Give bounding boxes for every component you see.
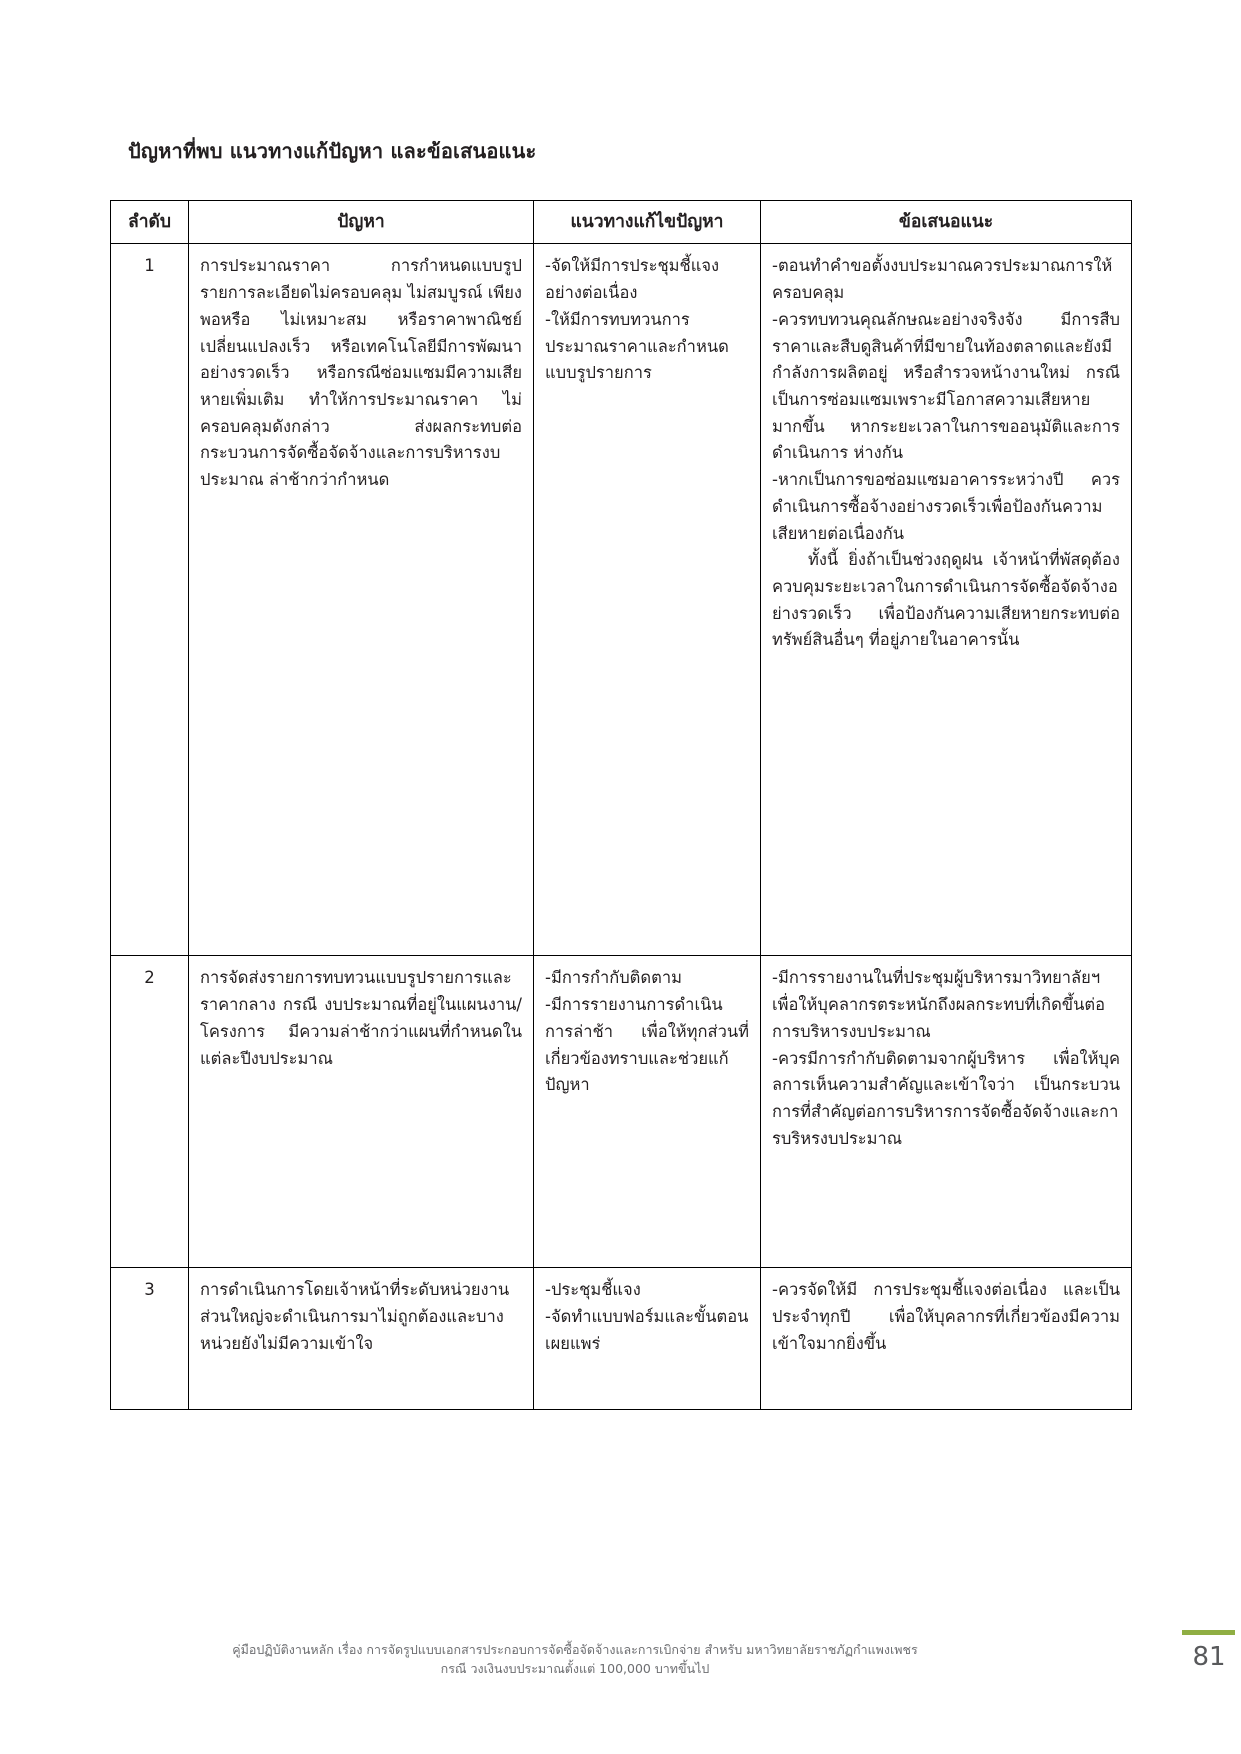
row-number: 1: [111, 244, 189, 956]
page-number: 81: [1192, 1642, 1226, 1672]
problems-solutions-table: [110, 200, 1132, 1410]
row-problem: การดำเนินการโดยเจ้าหน้าที่ระดับหน่วยงานส่วนใหญ่จะดำเนินการมาไม่ถูกต้องและบางหน่วยยังไม่มีความเข้าใจ: [189, 1268, 534, 1410]
table-row: [111, 956, 1132, 1268]
column-header-no: ลำดับ: [111, 201, 189, 244]
row-number: 3: [111, 1268, 189, 1410]
table-row: [111, 244, 1132, 956]
table-header-row: [111, 201, 1132, 244]
page-footer: [0, 1630, 1241, 1710]
footer-text: [0, 1640, 1150, 1679]
row-solution: -ประชุมชี้แจง -จัดทำแบบฟอร์มและขั้นตอนเผยแพร่: [534, 1268, 761, 1410]
row-recommendation: -ตอนทำคำขอตั้งงบประมาณควรประมาณการให้ครอบคลุม -ควรทบทวนคุณลักษณะอย่างจริงจัง มีการสืบราคาและสืบดูสินค้าที่มีขายในท้องตลาดและยังมีกำลังการผลิตอยู่ หรือสำรวจหน้างานใหม่ กรณีเป็นการซ่อมแซมเพราะมีโอกาสความเสียหายมากขึ้น หากระยะเวลาในการขออนุมัติและการดำเนินการ ห่างกัน -หากเป็นการขอซ่อมแซมอาคารระหว่างปี ควรดำเนินการซื้อจ้างอย่างรวดเร็วเพื่อป้องกันความเสียหายต่อเนื่องกัน ทั้งนี้ ยิ่งถ้าเป็นช่วงฤดูฝน เจ้าหน้าที่พัสดุต้องควบคุมระยะเวลาในการดำเนินการจัดซื้อจัดจ้างอย่างรวดเร็ว เพื่อป้องกันความเสียหายกระทบต่อทรัพย์สินอื่นๆ ที่อยู่ภายในอาคารนั้น: [761, 244, 1132, 956]
column-header-solution: แนวทางแก้ไขปัญหา: [534, 201, 761, 244]
row-solution: -จัดให้มีการประชุมชี้แจง อย่างต่อเนื่อง -ให้มีการทบทวนการประมาณราคาและกำหนดแบบรูปรายการ: [534, 244, 761, 956]
row-recommendation: -ควรจัดให้มี การประชุมชี้แจงต่อเนื่อง และเป็นประจำทุกปี เพื่อให้บุคลากรที่เกี่ยวข้องมีความเข้าใจมากยิ่งขึ้น: [761, 1268, 1132, 1410]
row-solution: -มีการกำกับติดตาม -มีการรายงานการดำเนินการล่าช้า เพื่อให้ทุกส่วนที่เกี่ยวข้องทราบและช่วยแก้ปัญหา: [534, 956, 761, 1268]
column-header-recommendation: ข้อเสนอแนะ: [761, 201, 1132, 244]
footer-line-2: กรณี วงเงินงบประมาณตั้งแต่ 100,000 บาทขึ้นไป: [440, 1661, 710, 1677]
row-recommendation: -มีการรายงานในที่ประชุมผู้บริหารมาวิทยาลัยฯ เพื่อให้บุคลากรตระหนักถึงผลกระทบที่เกิดขึ้นต่อการบริหารงบประมาณ -ควรมีการกำกับติดตามจากผู้บริหาร เพื่อให้บุคลการเห็นความสำคัญและเข้าใจว่า เป็นกระบวนการที่สำคัญต่อการบริหารการจัดซื้อจัดจ้างและการบริหรงบประมาณ: [761, 956, 1132, 1268]
page-title: ปัญหาที่พบ แนวทางแก้ปัญหา และข้อเสนอแนะ: [128, 139, 537, 163]
row-problem: การจัดส่งรายการทบทวนแบบรูปรายการและราคากลาง กรณี งบประมาณที่อยู่ในแผนงาน/โครงการ มีความล่าช้ากว่าแผนที่กำหนดในแต่ละปีงบประมาณ: [189, 956, 534, 1268]
table-row: [111, 1268, 1132, 1410]
footer-line-1: คู่มือปฏิบัติงานหลัก เรื่อง การจัดรูปแบบเอกสารประกอบการจัดซื้อจัดจ้างและการเบิกจ่าย สำหรับ มหาวิทยาลัยราชภัฏกำแพงเพชร: [232, 1642, 918, 1657]
column-header-problem: ปัญหา: [189, 201, 534, 244]
footer-accent-rule: [1182, 1630, 1235, 1635]
row-number: 2: [111, 956, 189, 1268]
row-problem: การประมาณราคา การกำหนดแบบรูปรายการละเอียดไม่ครอบคลุม ไม่สมบูรณ์ เพียงพอหรือ ไม่เหมาะสม หรือราคาพาณิชย์เปลี่ยนแปลงเร็ว หรือเทคโนโลยีมีการพัฒนาอย่างรวดเร็ว หรือกรณีซ่อมแซมมีความเสียหายเพิ่มเติม ทำให้การประมาณราคา ไม่ครอบคลุมดังกล่าว ส่งผลกระทบต่อกระบวนการจัดซื้อจัดจ้างและการบริหารงบประมาณ ล่าช้ากว่ากำหนด: [189, 244, 534, 956]
